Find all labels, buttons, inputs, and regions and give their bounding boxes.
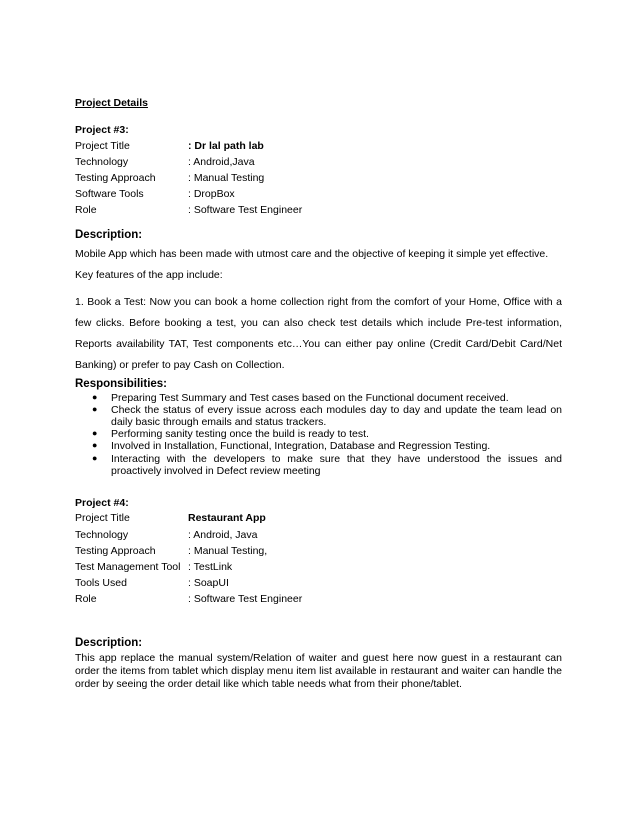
section-heading: Project Details bbox=[75, 97, 148, 109]
project4-role-value: : Software Test Engineer bbox=[188, 593, 303, 605]
project4-title-key: Project Title bbox=[75, 512, 130, 524]
document-page bbox=[75, 0, 565, 826]
bullet-icon: ● bbox=[92, 428, 98, 438]
project4-title-value: Restaurant App bbox=[188, 512, 266, 524]
feature-line: Banking) or prefer to pay Cash on Collection. bbox=[75, 359, 285, 371]
project3-tools-key: Software Tools bbox=[75, 188, 144, 200]
list-item-text: Preparing Test Summary and Test cases based on the Functional document received. bbox=[111, 392, 509, 404]
list-item-text: Performing sanity testing once the build is ready to test. bbox=[111, 428, 369, 440]
project4-technology-key: Technology bbox=[75, 529, 129, 541]
bullet-icon: ● bbox=[92, 392, 98, 402]
bullet-icon: ● bbox=[92, 453, 98, 463]
list-item-text: Involved in Installation, Functional, Integration, Database and Regression Testing. bbox=[111, 440, 491, 452]
project4-technology-value: : Android, Java bbox=[188, 529, 258, 541]
project3-technology-value: : Android,Java bbox=[188, 156, 255, 168]
project4-description-heading: Description: bbox=[75, 637, 143, 649]
bullet-icon: ● bbox=[92, 440, 98, 450]
list-item-text: proactively involved in Defect review meeting bbox=[111, 465, 321, 477]
project3-technology-key: Technology bbox=[75, 156, 129, 168]
project4-label: Project #4: bbox=[75, 497, 129, 509]
project4-approach-value: : Manual Testing, bbox=[188, 545, 268, 557]
project3-title-value: : Dr lal path lab bbox=[188, 140, 264, 152]
list-item-text: Interacting with the developers to make sure that they have understood the issues and bbox=[111, 453, 562, 465]
project3-description-line: Mobile App which has been made with utmost care and the objective of keeping it simple yet effective. bbox=[75, 248, 549, 260]
project4-test-management-value: : TestLink bbox=[188, 561, 233, 573]
responsibilities-heading: Responsibilities: bbox=[75, 378, 168, 390]
feature-line: 1. Book a Test: Now you can book a home collection right from the comfort of your Home, Office with a bbox=[75, 296, 562, 308]
project3-title-key: Project Title bbox=[75, 140, 130, 152]
project3-features-intro: Key features of the app include: bbox=[75, 269, 223, 281]
project4-tools-key: Tools Used bbox=[75, 577, 127, 589]
project3-approach-value: : Manual Testing bbox=[188, 172, 265, 184]
list-item-text: daily basic through emails and status trackers. bbox=[111, 416, 327, 428]
project3-role-value: : Software Test Engineer bbox=[188, 204, 303, 216]
bullet-icon: ● bbox=[92, 404, 98, 414]
description-line: This app replace the manual system/Relation of waiter and guest here now guest in a restaurant can bbox=[75, 652, 562, 664]
description-line: order the items from tablet which display menu item list available in restaurant and waiter can handle the bbox=[75, 665, 562, 677]
project4-approach-key: Testing Approach bbox=[75, 545, 156, 557]
project4-role-key: Role bbox=[75, 593, 97, 605]
project3-role-key: Role bbox=[75, 204, 97, 216]
project3-description-heading: Description: bbox=[75, 229, 143, 241]
project3-label: Project #3: bbox=[75, 124, 129, 136]
list-item-text: Check the status of every issue across each modules day to day and update the team lead on bbox=[111, 404, 562, 416]
project3-approach-key: Testing Approach bbox=[75, 172, 156, 184]
project4-test-management-key: Test Management Tool bbox=[75, 561, 181, 573]
feature-line: Reports availability TAT, Test components etc…You can either pay online (Credit Card/Debit Card/Net bbox=[75, 338, 562, 350]
description-line: order by seeing the order detail like which table needs what from their phone/tablet. bbox=[75, 678, 462, 690]
project4-tools-value: : SoapUI bbox=[188, 577, 229, 589]
feature-line: few clicks. Before booking a test, you can also check test details which include Pre-test information, bbox=[75, 317, 562, 329]
project3-tools-value: : DropBox bbox=[188, 188, 235, 200]
